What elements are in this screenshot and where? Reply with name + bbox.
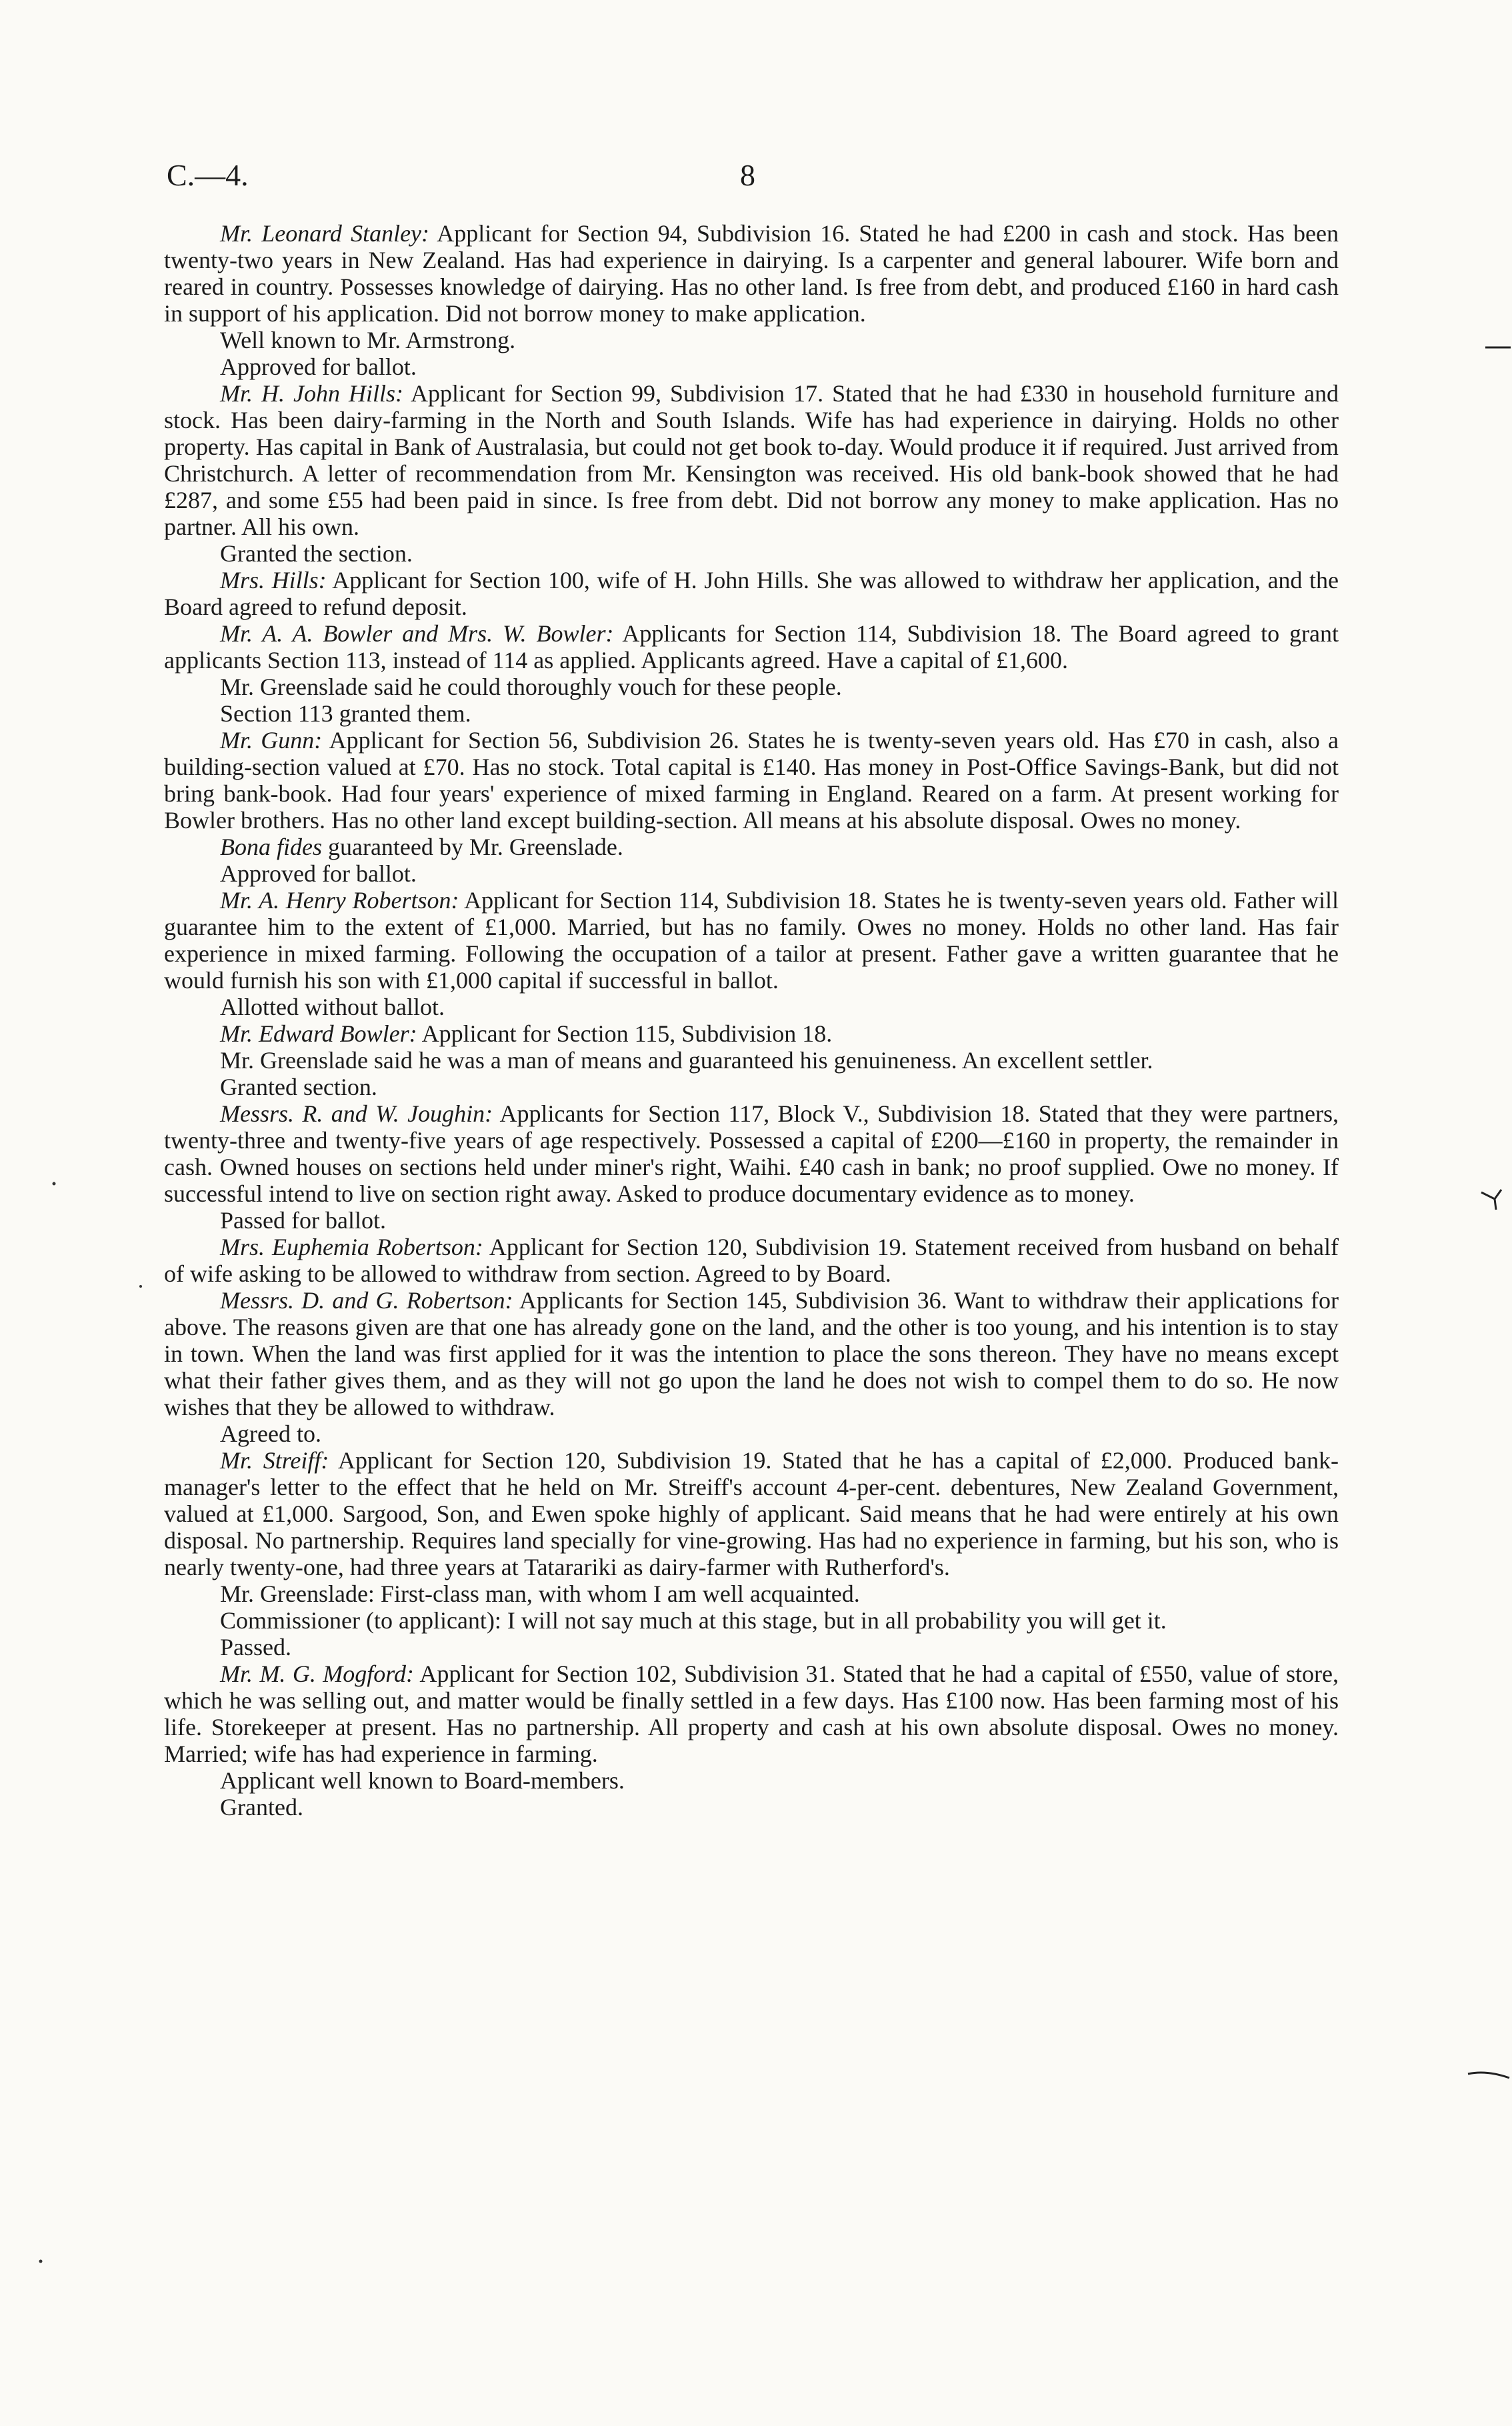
paragraph	[164, 1207, 1339, 1234]
paragraph	[164, 1580, 1339, 1607]
applicant-name: Mr. A. Henry Robertson:	[220, 887, 459, 914]
paragraph	[164, 834, 1339, 860]
paragraph-text: Applicant for Section 99, Subdivision 17. Stated that he had £330 in household furniture and stock. Has been dairy-farming in the North and South Islands. Wife has had experience in dairying. Holds no other property. Has capital in Bank of Australasia, but could not get book to-day. Would produce it if required. Just arrived from Christchurch. A letter of recommendation from Mr. Kensington was received. His old bank-book showed that he had £287, and some £55 had been paid in since. Is free from debt. Did not borrow any money to make application. Has no partner. All his own.	[164, 380, 1339, 540]
paragraph-text: Applicants for Section 145, Subdivision 36. Want to withdraw their applications for above. The reasons given are that one has already gone on the land, and the other is too young, and his intention is to stay in town. When the land was first applied for it was the intention to place the sons thereon. They have no means except what their father gives them, and as they will not go upon the land he does not wish to compel them to do so. He now wishes that they be allowed to withdraw.	[164, 1287, 1339, 1420]
paragraph	[164, 1447, 1339, 1580]
applicant-name: Mrs. Euphemia Robertson:	[220, 1234, 483, 1260]
paragraph	[164, 1020, 1339, 1047]
paragraph	[164, 380, 1339, 540]
applicant-name: Mrs. Hills:	[220, 567, 327, 593]
paragraph	[164, 1607, 1339, 1634]
paragraph	[164, 1074, 1339, 1100]
paragraph	[164, 220, 1339, 327]
paragraph-text: Applicants for Section 117, Block V., Subdivision 18. Stated that they were partners, twenty-three and twenty-five years of age respectively. Possessed a capital of £200—£160 in property, the remainder in cash. Owned houses on sections held under miner's right, Waihi. £40 cash in bank; no proof supplied. Owe no money. If successful intend to live on section right away. Asked to produce documentary evidence as to money.	[164, 1100, 1339, 1207]
paragraph-text: Applicant for Section 120, Subdivision 19. Statement received from husband on behalf of wife asking to be allowed to withdraw from section. Agreed to by Board.	[164, 1234, 1339, 1287]
paragraph	[164, 1287, 1339, 1420]
paragraph	[164, 1660, 1339, 1767]
paragraph	[164, 1047, 1339, 1074]
paragraph	[164, 860, 1339, 887]
paragraph	[164, 540, 1339, 567]
paragraph-text: Passed.	[220, 1634, 291, 1660]
paragraph	[164, 1100, 1339, 1207]
paragraph-text: Agreed to.	[220, 1420, 321, 1447]
paragraph-text: Granted section.	[220, 1074, 377, 1100]
paragraph	[164, 1234, 1339, 1287]
paragraph-text: Applicant for Section 102, Subdivision 31. Stated that he had a capital of £550, value of store, which he was selling out, and matter would be finally settled in a few days. Has £100 now. Has been farming most of his life. Storekeeper at present. Has no partnership. All property and cash at his own absolute disposal. Owes no money. Married; wife has had experience in farming.	[164, 1660, 1339, 1767]
paragraph-text: Well known to Mr. Armstrong.	[220, 327, 516, 353]
paragraph	[164, 700, 1339, 727]
margin-dash-mark	[1467, 2069, 1511, 2082]
applicant-name: Mr. A. A. Bowler and Mrs. W. Bowler:	[220, 620, 614, 647]
paragraph	[164, 620, 1339, 674]
paragraph-text: Mr. Greenslade: First-class man, with whom I am well acquainted.	[220, 1580, 860, 1607]
margin-dot-mark	[137, 1283, 144, 1290]
applicant-name: Mr. Streiff:	[220, 1447, 329, 1474]
paragraph	[164, 1794, 1339, 1821]
paragraph	[164, 353, 1339, 380]
paragraph-text: Granted the section.	[220, 540, 413, 567]
applicant-name: Messrs. D. and G. Robertson:	[220, 1287, 513, 1314]
paragraph-text: Approved for ballot.	[220, 353, 417, 380]
paragraph-text: Section 113 granted them.	[220, 700, 471, 727]
document-body	[164, 220, 1339, 1821]
paragraph-text: Applicants for Section 114, Subdivision 18. The Board agreed to grant applicants Section 113, instead of 114 as applied. Applicants agreed. Have a capital of £1,600.	[164, 620, 1339, 674]
paragraph	[164, 1767, 1339, 1794]
paragraph-text: Mr. Greenslade said he could thoroughly vouch for these people.	[220, 674, 842, 700]
paragraph	[164, 727, 1339, 834]
paragraph-text: Applicant well known to Board-members.	[220, 1767, 625, 1794]
paragraph-text: Applicant for Section 56, Subdivision 26. States he is twenty-seven years old. Has £70 in cash, also a building-section valued at £70. Has no stock. Total capital is £140. Has money in Post-Office Savings-Bank, but did not bring bank-book. Had four years' experience of mixed farming in England. Reared on a farm. At present working for Bowler brothers. Has no other land except building-section. All means at his absolute disposal. Owes no money.	[164, 727, 1339, 834]
page-header	[167, 157, 1340, 204]
paragraph-text: Approved for ballot.	[220, 860, 417, 887]
paragraph-text: Granted.	[220, 1794, 303, 1821]
applicant-name: Mr. Gunn:	[220, 727, 323, 754]
paragraph-text: Mr. Greenslade said he was a man of means and guaranteed his genuineness. An excellent settler.	[220, 1047, 1153, 1074]
paragraph-text: Applicant for Section 115, Subdivision 18.	[417, 1020, 833, 1047]
paragraph-text: guaranteed by Mr. Greenslade.	[321, 834, 623, 860]
paragraph-text: Passed for ballot.	[220, 1207, 386, 1234]
margin-dot-mark	[51, 1180, 57, 1187]
margin-dot-mark	[37, 2258, 44, 2265]
paragraph	[164, 1420, 1339, 1447]
margin-tick-mark	[1479, 1187, 1503, 1214]
paragraph-text: Allotted without ballot.	[220, 994, 445, 1020]
applicant-name: Mr. Edward Bowler:	[220, 1020, 417, 1047]
page-number: 8	[740, 158, 755, 192]
paragraph	[164, 994, 1339, 1020]
applicant-name: Messrs. R. and W. Joughin:	[220, 1100, 493, 1127]
paragraph-text: Applicant for Section 100, wife of H. John Hills. She was allowed to withdraw her application, and the Board agreed to refund deposit.	[164, 567, 1339, 620]
applicant-name: Bona fides	[220, 834, 322, 860]
applicant-name: Mr. Leonard Stanley:	[220, 220, 430, 247]
applicant-name: Mr. M. G. Mogford:	[220, 1660, 414, 1687]
margin-dash-mark	[1484, 344, 1512, 351]
paragraph-text: Applicant for Section 120, Subdivision 19. Stated that he has a capital of £2,000. Produced bank-manager's letter to the effect that he held on Mr. Streiff's account 4-per-cent. debentures, New Zealand Government, valued at £1,000. Sargood, Son, and Ewen spoke highly of applicant. Said means that he had were entirely at his own disposal. No partnership. Requires land specially for vine-growing. Has had no experience in farming, but his son, who is nearly twenty-one, had three years at Tatarariki as dairy-farmer with Rutherford's.	[164, 1447, 1339, 1580]
paragraph	[164, 567, 1339, 620]
paragraph	[164, 887, 1339, 994]
paragraph	[164, 327, 1339, 353]
paragraph	[164, 1634, 1339, 1660]
paragraph-text: Commissioner (to applicant): I will not say much at this stage, but in all probability you will get it.	[220, 1607, 1167, 1634]
paragraph-text: Applicant for Section 114, Subdivision 18. States he is twenty-seven years old. Father will guarantee him to the extent of £1,000. Married, but has no family. Owes no money. Holds no other land. Has fair experience in mixed farming. Following the occupation of a tailor at present. Father gave a written guarantee that he would furnish his son with £1,000 capital if successful in ballot.	[164, 887, 1339, 994]
paragraph	[164, 674, 1339, 700]
applicant-name: Mr. H. John Hills:	[220, 380, 404, 407]
paragraph-text: Applicant for Section 94, Subdivision 16. Stated he had £200 in cash and stock. Has been twenty-two years in New Zealand. Has had experience in dairying. Is a carpenter and general labourer. Wife born and reared in country. Possesses knowledge of dairying. Has no other land. Is free from debt, and produced £160 in hard cash in support of his application. Did not borrow money to make application.	[164, 220, 1339, 327]
document-reference: C.—4.	[167, 158, 249, 192]
